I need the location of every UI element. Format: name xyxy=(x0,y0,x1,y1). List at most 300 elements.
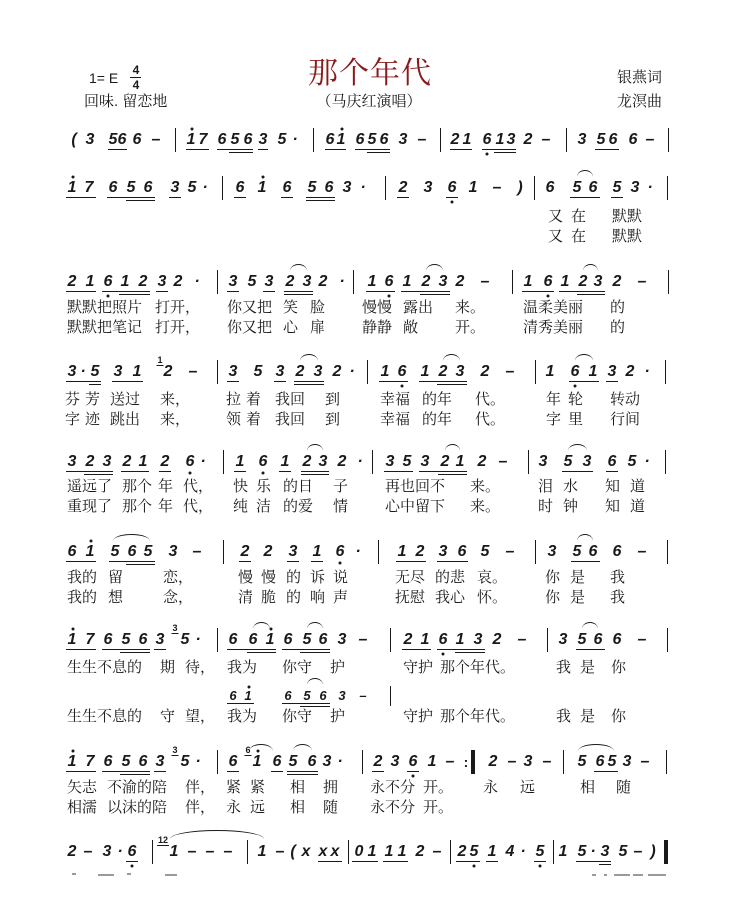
lyric-word: 是 xyxy=(580,659,596,676)
lyric-word: 相 xyxy=(290,799,306,816)
note: 3 xyxy=(538,453,548,470)
slur-arc xyxy=(577,170,593,177)
beam-underline xyxy=(120,652,150,653)
lyric-word: 行间 xyxy=(610,411,641,428)
note: 5 xyxy=(277,131,287,148)
beam-underline xyxy=(300,652,330,653)
note: 6 xyxy=(117,131,127,148)
lyric-word: 抚慰 xyxy=(395,589,426,606)
lyric-word: 代， xyxy=(183,478,214,495)
note: 1 xyxy=(336,131,346,148)
lyric-word: 道 xyxy=(630,478,646,495)
lyric-word: 慢 xyxy=(238,569,254,586)
note: 6 xyxy=(607,453,617,470)
beam-underline xyxy=(89,384,101,385)
octave-dot-above xyxy=(72,750,75,753)
lyric-word: 快 xyxy=(233,478,249,495)
lyricist-credit: 银燕词 xyxy=(617,69,663,86)
lyric-word: 代。 xyxy=(475,391,506,408)
lyric-word: 我 xyxy=(610,589,626,606)
note: 6 xyxy=(243,131,253,148)
augmentation-dot: · xyxy=(355,543,361,560)
note: 5 xyxy=(367,131,377,148)
lyric-word: 时 xyxy=(538,498,554,515)
note: 2 xyxy=(332,363,342,380)
lyric-word: 来。 xyxy=(470,498,501,515)
note: 2 xyxy=(160,453,170,470)
lyric-word: 我 xyxy=(556,708,572,725)
lyric-word: 期 xyxy=(160,659,176,676)
note: 1 xyxy=(67,753,77,770)
lyric-word: 芬 xyxy=(65,391,81,408)
note: 2 xyxy=(492,631,502,648)
slur-arc xyxy=(575,354,593,361)
note: x xyxy=(318,843,328,860)
lyric-word: 里 xyxy=(568,411,584,428)
lyric-word: 是 xyxy=(570,569,586,586)
barline xyxy=(528,450,529,474)
note: 5 xyxy=(143,543,153,560)
lyric-word: 你守 xyxy=(282,708,313,725)
lyric-word: 的 xyxy=(610,319,626,336)
repeat-colon: : xyxy=(463,754,469,770)
barline xyxy=(566,128,567,152)
augmentation-dot: · xyxy=(360,179,366,196)
lyric-word: 紧 xyxy=(226,779,242,796)
composer-credit: 龙溟曲 xyxy=(617,93,663,110)
lyric-word: 默默把笔记 xyxy=(67,319,143,336)
octave-dot-below xyxy=(131,865,134,868)
note: 3 xyxy=(593,273,603,290)
note: 3 xyxy=(473,631,483,648)
lyric-word: 知 xyxy=(605,478,621,495)
note: 5 xyxy=(307,179,317,196)
note: 3 xyxy=(577,131,587,148)
extension-dash: – xyxy=(223,843,233,860)
note: 6 xyxy=(612,543,622,560)
note: 1 xyxy=(397,843,407,860)
beam-underline xyxy=(287,774,318,775)
augmentation-dot: · xyxy=(339,273,345,290)
lyric-word: 我为 xyxy=(227,708,258,725)
note: 6 xyxy=(127,843,137,860)
barline xyxy=(440,128,441,152)
note: 2 xyxy=(263,543,273,560)
note: 3 xyxy=(155,631,165,648)
lyric-word: 迹 xyxy=(85,411,101,428)
note: 2 xyxy=(578,273,588,290)
octave-dot-below xyxy=(262,472,265,475)
note: 1 xyxy=(132,363,142,380)
lyric-word: 你 xyxy=(611,708,627,725)
lyric-word: 转动 xyxy=(610,391,641,408)
beam-underline xyxy=(126,564,155,565)
lyric-word: 望， xyxy=(185,708,216,725)
extension-dash: – xyxy=(633,843,643,860)
lyric-word: 相 xyxy=(580,779,596,796)
extension-dash: – xyxy=(151,131,161,148)
extension-dash: – xyxy=(541,131,551,148)
note: 2 xyxy=(302,453,312,470)
note: 1 xyxy=(280,453,290,470)
octave-dot-below xyxy=(189,472,192,475)
lyric-word: 的日 xyxy=(283,478,314,495)
beam-underline xyxy=(84,474,113,475)
note: 7 xyxy=(85,753,95,770)
note: 6 xyxy=(324,179,334,196)
note: 1 xyxy=(420,363,430,380)
barline xyxy=(668,128,669,152)
note: 5 xyxy=(288,753,298,770)
note: 2 xyxy=(477,453,487,470)
extension-dash: – xyxy=(417,131,427,148)
beam-underline xyxy=(437,384,467,385)
cutoff-fragment xyxy=(98,874,114,876)
note: 5 xyxy=(627,453,637,470)
barline xyxy=(217,750,218,774)
barline xyxy=(450,840,451,864)
octave-dot-below xyxy=(473,865,476,868)
note: 3 xyxy=(547,543,557,560)
barline xyxy=(547,628,548,652)
extension-dash: – xyxy=(640,753,650,770)
note: 2 xyxy=(457,843,467,860)
note: 5 xyxy=(577,843,587,860)
octave-dot-above xyxy=(257,750,260,753)
lyric-word: 纯 xyxy=(233,498,249,515)
note: 1 xyxy=(462,131,472,148)
cutoff-fragment xyxy=(604,874,607,876)
barline xyxy=(563,750,564,774)
note: 1 xyxy=(169,843,179,860)
lyric-word: 年 xyxy=(158,478,174,495)
octave-dot-above xyxy=(262,176,265,179)
lyric-word: 字 xyxy=(65,411,81,428)
note: 3 xyxy=(168,543,178,560)
note: 7 xyxy=(85,631,95,648)
note: 6 xyxy=(408,753,418,770)
note: 3 xyxy=(390,753,400,770)
lyric-word: 响 xyxy=(310,589,326,606)
repeat-end-barline xyxy=(471,750,475,774)
augmentation-dot: · xyxy=(194,273,200,290)
barline xyxy=(553,840,554,864)
lyric-word: 的爱 xyxy=(283,498,314,515)
note: 1 xyxy=(420,631,430,648)
lyric-word: 送过 xyxy=(110,391,141,408)
note: 7 xyxy=(84,179,94,196)
lyric-word: 来， xyxy=(160,411,191,428)
lyric-word: 年 xyxy=(158,498,174,515)
lyric-word: 我回 xyxy=(275,391,306,408)
lyric-word: 重现了 xyxy=(67,498,113,515)
note: 6 xyxy=(319,688,327,703)
barline xyxy=(353,270,354,294)
lyric-word: 情 xyxy=(333,498,349,515)
slur-arc xyxy=(582,622,598,629)
barline xyxy=(313,128,314,152)
lyric-word: 来。 xyxy=(455,299,486,316)
note: x xyxy=(301,843,311,860)
lyric-word: 你 xyxy=(545,589,561,606)
lyric-word: 紧 xyxy=(250,779,266,796)
cutoff-fragment xyxy=(127,873,131,875)
note: 3 xyxy=(157,273,167,290)
note: 5 xyxy=(563,453,573,470)
note: 3 xyxy=(228,363,238,380)
lyric-word: 跳出 xyxy=(110,411,141,428)
extension-dash: – xyxy=(637,273,647,290)
performer-credit: （马庆红演唱） xyxy=(316,93,422,110)
grace-note: 3 xyxy=(172,745,178,755)
lyric-word: 我 xyxy=(610,569,626,586)
extension-dash: – xyxy=(83,843,93,860)
beam-underline xyxy=(120,774,150,775)
beam-underline xyxy=(455,652,485,653)
grace-note: 1 xyxy=(157,355,163,365)
lyric-word: 在 xyxy=(571,228,587,245)
note: 2 xyxy=(240,543,250,560)
note: 6 xyxy=(593,631,603,648)
barline xyxy=(152,840,153,864)
note: 2 xyxy=(415,543,425,560)
beam-underline xyxy=(229,152,253,153)
note: 2 xyxy=(173,273,183,290)
note: 2 xyxy=(488,753,498,770)
lyric-word: 的 xyxy=(286,569,302,586)
note: 2 xyxy=(625,363,635,380)
octave-dot-below xyxy=(574,385,577,388)
slur-arc xyxy=(113,534,150,541)
augmentation-dot: · xyxy=(644,363,650,380)
lyric-word: 默默把照片 xyxy=(67,299,143,316)
augmentation-dot: · xyxy=(200,453,206,470)
note: 2 xyxy=(455,273,465,290)
lyric-word: 我的 xyxy=(67,589,98,606)
note: 1 xyxy=(455,453,465,470)
lyric-word: 你又把 xyxy=(227,319,273,336)
note: 6 xyxy=(248,631,258,648)
lyric-word: 的悲 xyxy=(435,569,466,586)
lyric-word: 怀。 xyxy=(477,589,508,606)
extension-dash: – xyxy=(507,753,517,770)
extension-dash: – xyxy=(492,179,502,196)
note: 6 xyxy=(235,179,245,196)
note: 6 xyxy=(138,631,148,648)
lyric-word: 相濡 xyxy=(67,799,98,816)
beam-underline xyxy=(126,200,155,201)
extension-dash: – xyxy=(480,273,490,290)
note: 2 xyxy=(523,131,533,148)
extension-dash: – xyxy=(275,843,285,860)
barline xyxy=(390,686,391,706)
cutoff-fragment xyxy=(165,874,177,876)
note: 5 xyxy=(303,688,311,703)
note: 6 xyxy=(228,753,238,770)
lyric-word: 静静 xyxy=(362,319,393,336)
lyric-word: 遥远了 xyxy=(67,478,113,495)
augmentation-dot: · xyxy=(195,631,201,648)
barline xyxy=(668,270,669,294)
lyric-word: 在 xyxy=(571,208,587,225)
beam-underline xyxy=(119,294,150,295)
note: 2 xyxy=(421,273,431,290)
note: 6 xyxy=(588,543,598,560)
lyric-word: 芳 xyxy=(85,391,101,408)
augmentation-dot: · xyxy=(80,363,86,380)
note: 5 xyxy=(618,843,628,860)
note: 0 xyxy=(354,843,364,860)
barline xyxy=(535,540,536,564)
note: 1 xyxy=(85,273,95,290)
lyric-word: 又 xyxy=(548,228,564,245)
note: 6 xyxy=(384,273,394,290)
lyric-word: 恋， xyxy=(163,569,194,586)
note: 1 xyxy=(67,179,77,196)
barline xyxy=(666,750,667,774)
note: 1 xyxy=(367,843,377,860)
bracket: ( xyxy=(290,843,296,860)
lyric-word: 知 xyxy=(605,498,621,515)
note: 3 xyxy=(622,753,632,770)
note: 2 xyxy=(85,453,95,470)
note: 1 xyxy=(468,179,478,196)
beam-underline xyxy=(438,474,467,475)
note: 2 xyxy=(67,843,77,860)
lyric-word: 永不分 xyxy=(370,799,416,816)
note: 1 xyxy=(588,363,598,380)
lyric-word: 心中留下 xyxy=(385,498,446,515)
note: 4 xyxy=(505,843,515,860)
song-title: 那个年代 xyxy=(308,57,432,90)
octave-dot-below xyxy=(388,295,391,298)
extension-dash: – xyxy=(187,843,197,860)
note: 3 xyxy=(67,453,77,470)
note: 5 xyxy=(126,179,136,196)
note: 1 xyxy=(523,273,533,290)
augmentation-dot: · xyxy=(590,843,596,860)
note: 1 xyxy=(257,179,267,196)
beam-underline xyxy=(367,152,390,153)
octave-dot-above xyxy=(341,128,344,131)
barline xyxy=(667,540,668,564)
lyric-word: 诉 xyxy=(310,569,326,586)
cutoff-fragment xyxy=(633,874,643,876)
lyric-word: 守护 xyxy=(403,659,434,676)
note: 2 xyxy=(163,363,173,380)
note: 1 xyxy=(487,843,497,860)
octave-dot-below xyxy=(412,775,415,778)
extension-dash: – xyxy=(188,363,198,380)
note: 6 xyxy=(258,453,268,470)
lyric-word: 待， xyxy=(185,659,216,676)
augmentation-dot: · xyxy=(337,753,343,770)
note: 6 xyxy=(325,131,335,148)
note: 1 xyxy=(397,543,407,560)
note: 6 xyxy=(482,131,492,148)
note: 6 xyxy=(103,631,113,648)
lyric-word: 敞 xyxy=(403,319,419,336)
lyric-word: 是 xyxy=(570,589,586,606)
note: 5 xyxy=(480,543,490,560)
lyric-word: 我为 xyxy=(227,659,258,676)
note: 6 xyxy=(229,688,237,703)
lyric-word: 心 xyxy=(283,319,299,336)
lyric-word: 笑 xyxy=(283,299,299,316)
extension-dash: – xyxy=(192,543,202,560)
slur-arc xyxy=(443,354,460,361)
octave-dot-below xyxy=(539,865,542,868)
lyric-word: 不渝的陪 xyxy=(107,779,168,796)
slur-arc xyxy=(300,354,318,361)
note: 3 xyxy=(170,179,180,196)
note: 6 xyxy=(543,273,553,290)
note: 1 xyxy=(252,753,262,770)
note: 6 xyxy=(108,179,118,196)
lyric-word: 来。 xyxy=(470,478,501,495)
extension-dash: – xyxy=(505,543,515,560)
note: 3 xyxy=(523,753,533,770)
note: 3 xyxy=(506,131,516,148)
barline xyxy=(512,270,513,294)
note: x xyxy=(330,843,340,860)
slur-arc xyxy=(307,678,323,685)
beam-underline xyxy=(294,384,324,385)
final-barline xyxy=(664,840,668,864)
note: 3 xyxy=(558,631,568,648)
augmentation-dot: · xyxy=(520,843,526,860)
slur-arc xyxy=(577,534,593,541)
slur-arc xyxy=(293,744,312,751)
lyric-word: 守护 xyxy=(403,708,434,725)
note: 6 xyxy=(397,363,407,380)
lyric-word: 乐 xyxy=(256,478,272,495)
lyric-word: 慢慢 xyxy=(362,299,393,316)
extension-dash: – xyxy=(432,843,442,860)
lyric-word: 伴， xyxy=(185,779,216,796)
note: 1 xyxy=(265,631,275,648)
note: 6 xyxy=(282,179,292,196)
extension-dash: – xyxy=(505,363,515,380)
augmentation-dot: · xyxy=(195,753,201,770)
note: 6 xyxy=(272,753,282,770)
lyric-word: 字 xyxy=(546,411,562,428)
lyric-word: 我回 xyxy=(275,411,306,428)
lyric-word: 代， xyxy=(183,498,214,515)
beam-underline xyxy=(599,864,611,865)
barline xyxy=(222,176,223,200)
note: 3 xyxy=(385,453,395,470)
note: 5 xyxy=(572,179,582,196)
note: 6 xyxy=(355,131,365,148)
note: 3 xyxy=(338,688,346,703)
note: 2 xyxy=(438,363,448,380)
note: 1 xyxy=(402,273,412,290)
slur-arc xyxy=(568,444,587,451)
barline xyxy=(667,176,668,200)
lyric-word: 再也回不 xyxy=(385,478,446,495)
note: 3 xyxy=(258,131,268,148)
note: 1 xyxy=(560,273,570,290)
note: 6 xyxy=(283,631,293,648)
barline xyxy=(175,128,176,152)
lyric-word: 脆 xyxy=(261,589,277,606)
lyric-word: 来， xyxy=(160,391,191,408)
lyric-word: 你守 xyxy=(282,659,313,676)
lyric-word: 伴， xyxy=(185,799,216,816)
lyric-word: 开。 xyxy=(423,779,454,796)
lyric-word: 泪 xyxy=(538,478,554,495)
